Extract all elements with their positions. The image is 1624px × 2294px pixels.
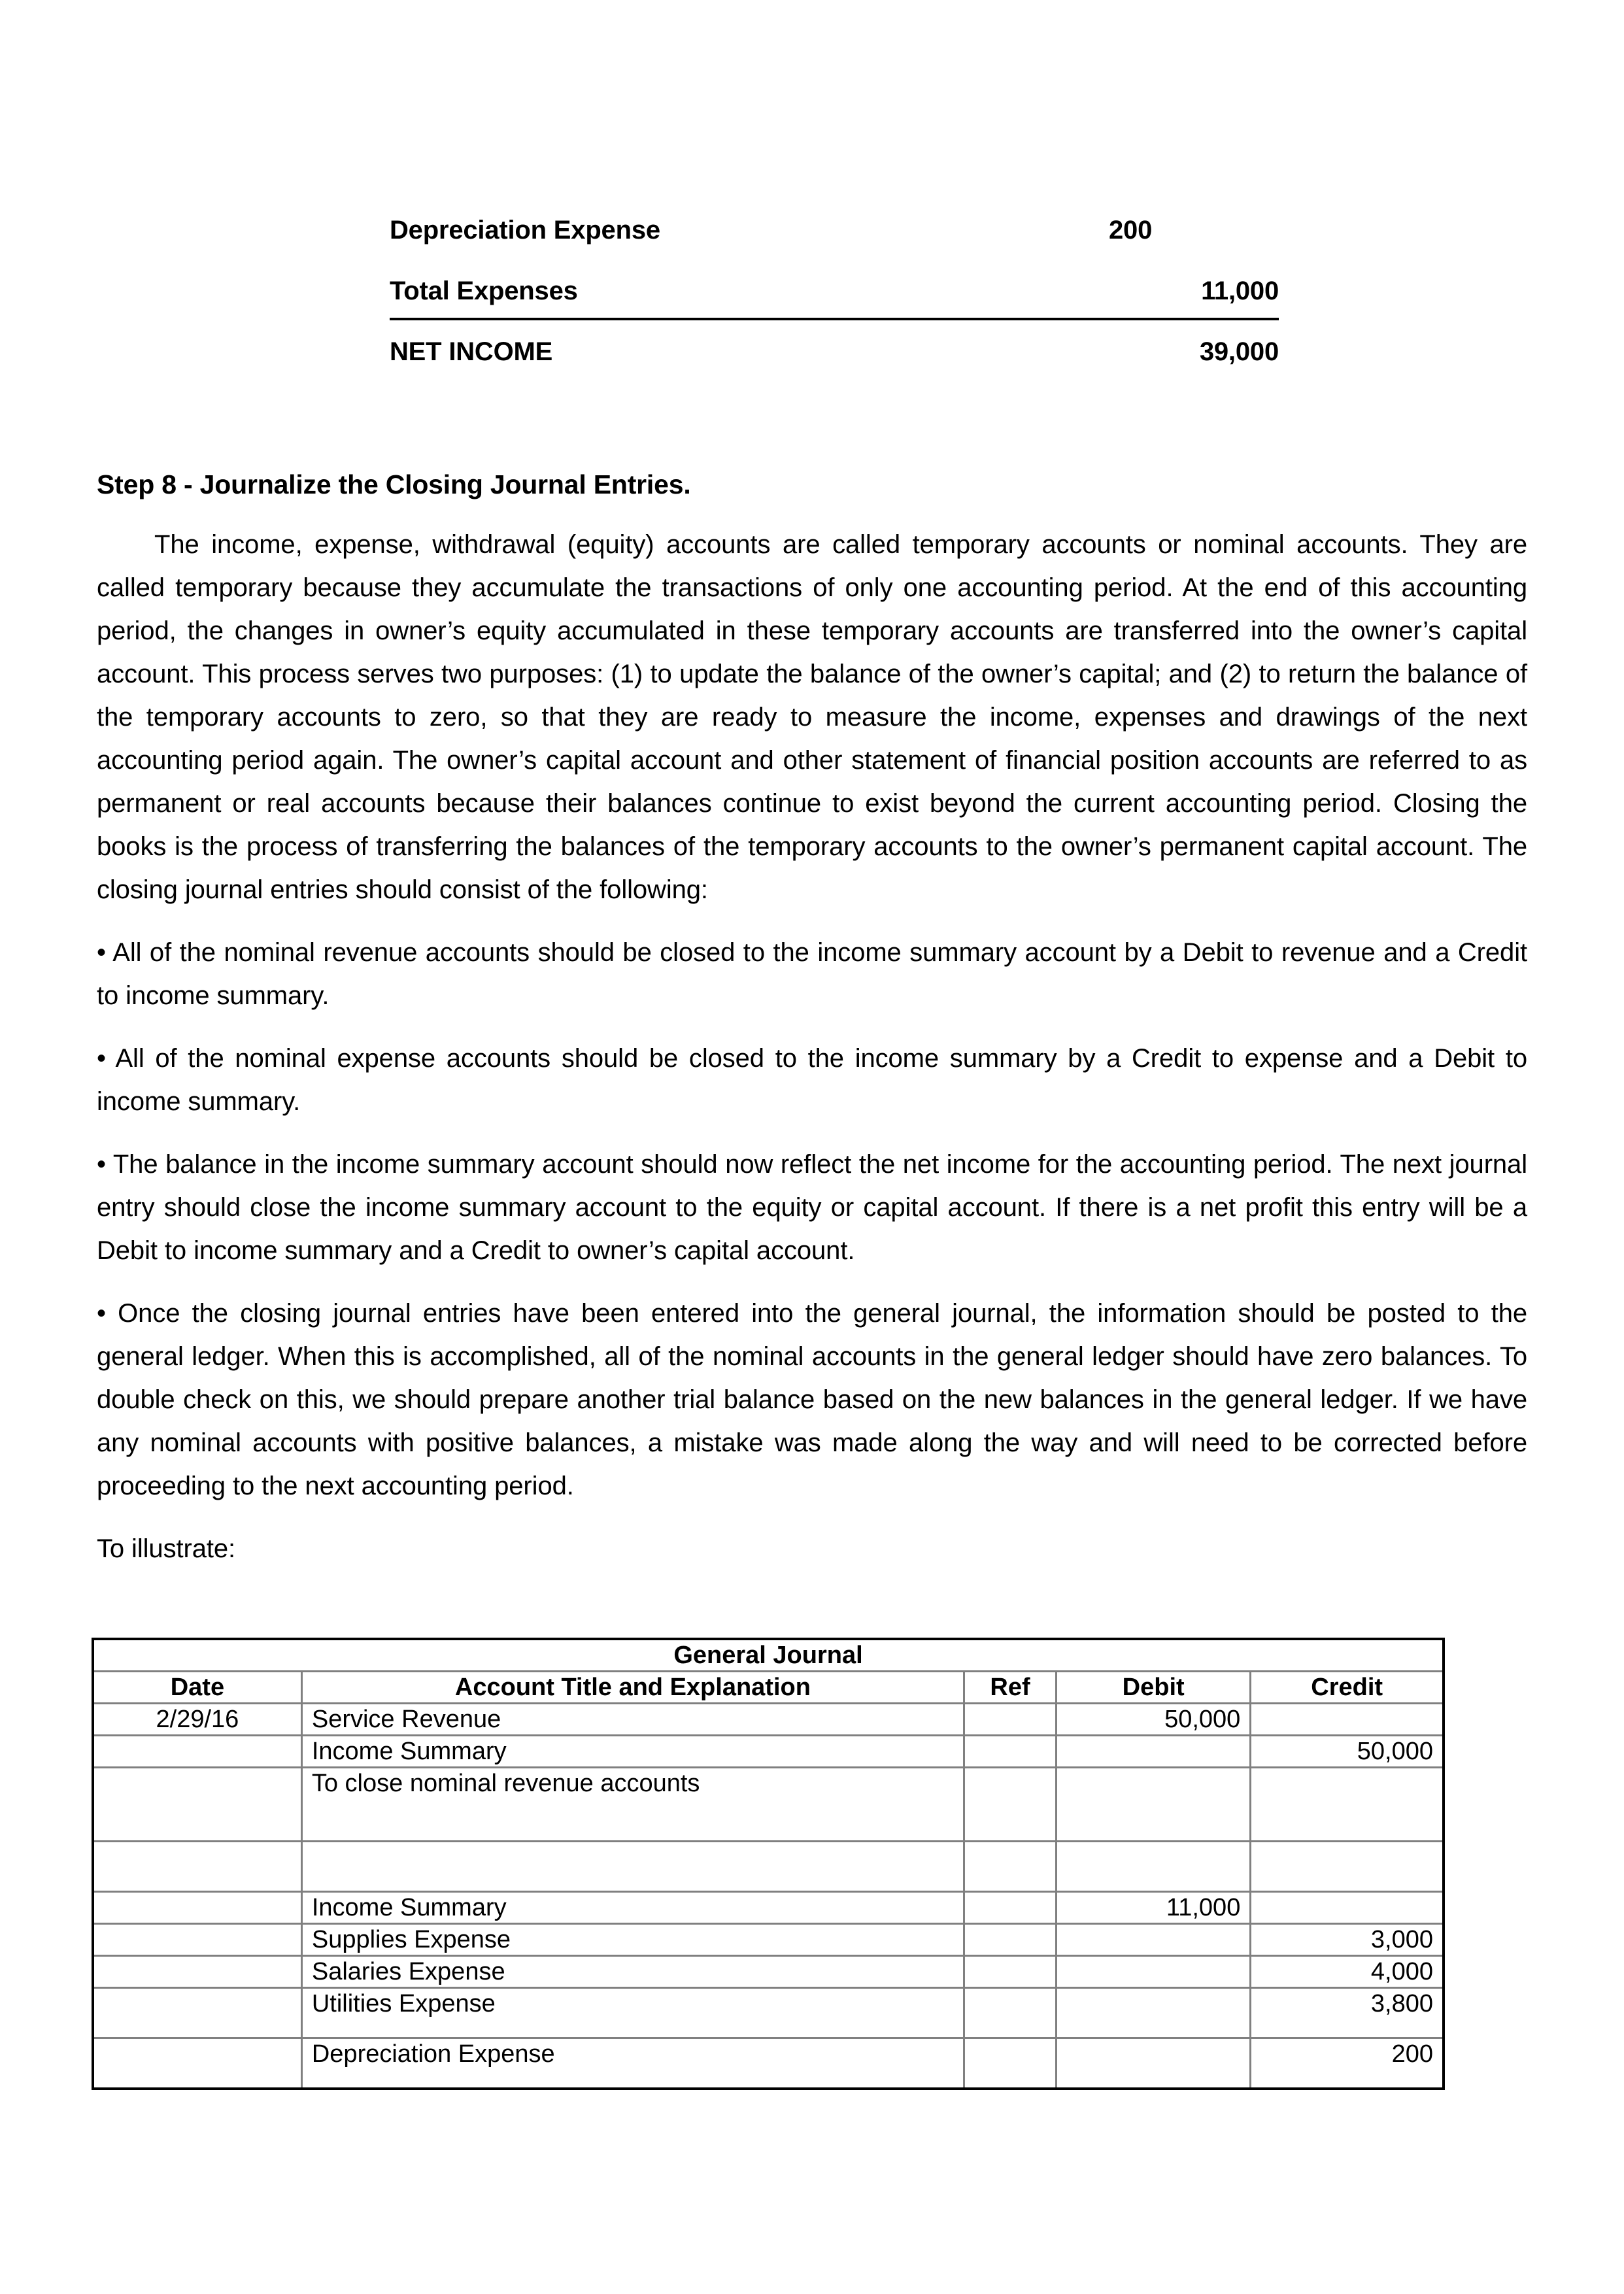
cell-ref xyxy=(964,1704,1057,1736)
cell-account: Service Revenue xyxy=(301,1704,964,1736)
cell-date xyxy=(93,1924,301,1956)
cell-date xyxy=(93,1736,301,1768)
cell-account: Depreciation Expense xyxy=(301,2038,964,2089)
cell-credit xyxy=(1251,1768,1444,1842)
cell-debit xyxy=(1056,1842,1250,1892)
statement-row-amount: 39,000 xyxy=(1199,337,1279,366)
cell-ref xyxy=(964,1956,1057,1988)
cell-ref xyxy=(964,2038,1057,2089)
table-row xyxy=(93,1924,1444,1956)
cell-debit: 11,000 xyxy=(1056,1892,1250,1924)
general-journal-table xyxy=(92,1638,1445,2090)
journal-header-row xyxy=(93,1672,1444,1704)
cell-account: Salaries Expense xyxy=(301,1956,964,1988)
bullet-close-revenue-accounts: • All of the nominal revenue accounts should be closed to the income summary account by a Debit to revenue and a Credit to income summary. xyxy=(97,938,1527,1010)
statement-row-amount: 11,000 xyxy=(1201,277,1279,305)
column-header-credit: Credit xyxy=(1251,1672,1444,1704)
statement-row-label: Total Expenses xyxy=(390,277,578,305)
cell-date xyxy=(93,1988,301,2038)
column-header-account-title: Account Title and Explanation xyxy=(301,1672,964,1704)
cell-debit xyxy=(1056,1956,1250,1988)
cell-date xyxy=(93,1842,301,1892)
cell-ref xyxy=(964,1924,1057,1956)
column-header-debit: Debit xyxy=(1056,1672,1250,1704)
table-row xyxy=(93,1988,1444,2038)
cell-date xyxy=(93,1956,301,1988)
cell-date xyxy=(93,2038,301,2089)
bullet-post-to-general-ledger: • Once the closing journal entries have been entered into the general journal, the information should be posted to the general ledger. When this is accomplished, all of the nominal accounts in the general ledger should have zero balances. To double check on this, we should prepare another trial balance based on the new balances in the general ledger. If we have any nominal accounts with positive balances, a mistake was made along the way and will need to be corrected before proceeding to the next accounting period. xyxy=(97,1299,1527,1500)
column-header-ref: Ref xyxy=(964,1672,1057,1704)
table-row xyxy=(93,2038,1444,2089)
cell-debit xyxy=(1056,1924,1250,1956)
cell-credit: 3,000 xyxy=(1251,1924,1444,1956)
cell-account: Utilities Expense xyxy=(301,1988,964,2038)
cell-debit xyxy=(1056,2038,1250,2089)
bullet-close-expense-accounts: • All of the nominal expense accounts should be closed to the income summary by a Credit to expense and a Debit to income summary. xyxy=(97,1044,1527,1116)
cell-credit: 50,000 xyxy=(1251,1736,1444,1768)
table-row xyxy=(93,1736,1444,1768)
table-row xyxy=(93,1892,1444,1924)
cell-account: To close nominal revenue accounts xyxy=(301,1768,964,1842)
cell-ref xyxy=(964,1892,1057,1924)
cell-debit xyxy=(1056,1736,1250,1768)
table-row xyxy=(93,1842,1444,1892)
cell-debit xyxy=(1056,1988,1250,2038)
cell-credit: 200 xyxy=(1251,2038,1444,2089)
statement-row-net-income xyxy=(390,337,1279,398)
cell-date xyxy=(93,1892,301,1924)
cell-date xyxy=(93,1768,301,1842)
cell-credit: 3,800 xyxy=(1251,1988,1444,2038)
table-row xyxy=(93,1704,1444,1736)
journal-title: General Journal xyxy=(93,1639,1444,1672)
bullet-income-summary-balance: • The balance in the income summary account should now reflect the net income for the accounting period. The next journal entry should close the income summary account to the equity or capital account. If there is a net profit this entry will be a Debit to income summary and a Credit to owner’s capital account. xyxy=(97,1150,1527,1265)
statement-row-total-expenses xyxy=(390,277,1279,337)
cell-account xyxy=(301,1842,964,1892)
cell-ref xyxy=(964,1736,1057,1768)
cell-debit: 50,000 xyxy=(1056,1704,1250,1736)
cell-account: Income Summary xyxy=(301,1892,964,1924)
statement-row-amount: 200 xyxy=(1109,216,1153,245)
column-header-date: Date xyxy=(93,1672,301,1704)
body-text-column xyxy=(97,523,1527,1570)
cell-credit xyxy=(1251,1842,1444,1892)
cell-ref xyxy=(964,1768,1057,1842)
income-statement-fragment xyxy=(390,216,1279,398)
paragraph-intro: The income, expense, withdrawal (equity) accounts are called temporary accounts or nominal accounts. They are called temporary because they accumulate the transactions of only one accounting period. At the end of this accounting period, the changes in owner’s equity accumulated in these temporary accounts are transferred into the owner’s capital account. This process serves two purposes: (1) to update the balance of the owner’s capital; and (2) to return the balance of the temporary accounts to zero, so that they are ready to measure the income, expenses and drawings of the next accounting period again. The owner’s capital account and other statement of financial position accounts are referred to as permanent or real accounts because their balances continue to exist beyond the current accounting period. Closing the books is the process of transferring the balances of the temporary accounts to the owner’s permanent capital account. The closing journal entries should consist of the following: xyxy=(97,530,1527,904)
statement-row-label: NET INCOME xyxy=(390,337,553,366)
general-journal-table-wrapper xyxy=(92,1638,1445,2090)
table-row xyxy=(93,1768,1444,1842)
cell-ref xyxy=(964,1988,1057,2038)
cell-date: 2/29/16 xyxy=(93,1704,301,1736)
cell-account: Income Summary xyxy=(301,1736,964,1768)
cell-credit: 4,000 xyxy=(1251,1956,1444,1988)
cell-credit xyxy=(1251,1892,1444,1924)
cell-account: Supplies Expense xyxy=(301,1924,964,1956)
cell-ref xyxy=(964,1842,1057,1892)
cell-debit xyxy=(1056,1768,1250,1842)
journal-title-row xyxy=(93,1639,1444,1672)
paragraph-to-illustrate: To illustrate: xyxy=(97,1534,236,1563)
cell-credit xyxy=(1251,1704,1444,1736)
statement-row-label: Depreciation Expense xyxy=(390,216,660,245)
section-heading: Step 8 - Journalize the Closing Journal Entries. xyxy=(97,469,691,499)
table-row xyxy=(93,1956,1444,1988)
statement-row-depreciation-expense xyxy=(390,216,1279,277)
